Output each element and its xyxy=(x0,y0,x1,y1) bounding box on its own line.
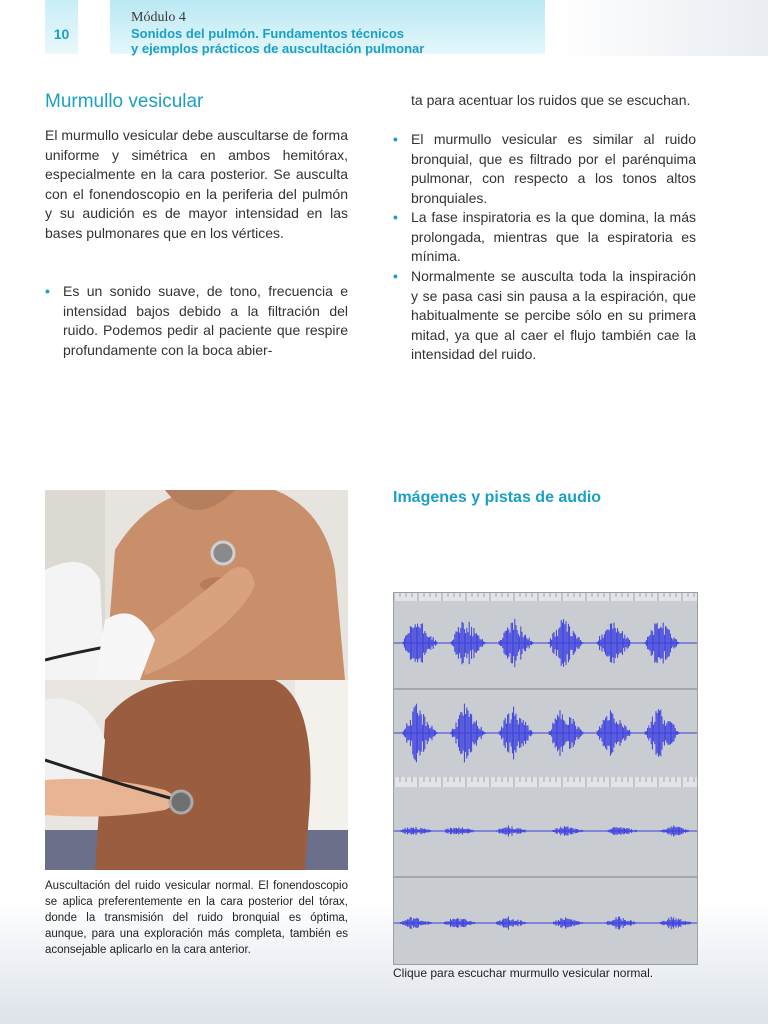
bullet-text: Normalmente se ausculta toda la inspiración y se pasa casi sin pausa a la espiración, que habitualmente se percibe sólo en su primera mitad, ya que al caer el flujo también cae la intensidad del ruido. xyxy=(411,268,696,362)
bullet-item xyxy=(45,282,348,360)
chest-auscultation-photo xyxy=(45,490,348,680)
bullet-dot-icon: • xyxy=(393,131,398,147)
bullet-text: El murmullo vesicular es similar al ruido bronquial, que es filtrado por el parénquima pulmonar, con respecto a los tonos altos bronquiales. xyxy=(411,131,696,206)
chest-photo-illustration xyxy=(45,490,348,680)
bullet-dot-icon: • xyxy=(393,209,398,225)
audio-caption-link[interactable]: Clique para escuchar murmullo vesicular normal. xyxy=(393,966,654,980)
bullet-item-continuation xyxy=(411,91,696,111)
bullet-item xyxy=(393,267,696,365)
intro-paragraph: El murmullo vesicular debe auscultarse de forma uniforme y simétrica en ambos hemitórax, especialmente en la cara posterior. Se ausculta con el fonendoscopio en la periferia del pulmón y su audición es de mayor intensidad en las bases pulmonares que en los vértices. xyxy=(45,127,348,241)
photo-caption: Auscultación del ruido vesicular normal. El fonendoscopio se aplica preferentemente en la cara posterior del tórax, donde la transmisión del ruido bronquial es óptima, aunque, para una exploración más completa, también es aconsejable aplicarlo en la cara anterior. xyxy=(45,880,348,956)
module-subtitle xyxy=(131,26,424,56)
page-number: 10 xyxy=(53,26,70,42)
bullet-text: Es un sonido suave, de tono, frecuencia e intensidad bajos debido a la filtración del ruido. Podemos pedir al paciente que respire profundamente con la boca abier- xyxy=(63,283,348,358)
bullet-item xyxy=(393,130,696,208)
section-title: Murmullo vesicular xyxy=(45,91,204,112)
audio-waveform[interactable] xyxy=(394,593,697,964)
bullet-dot-icon: • xyxy=(45,283,50,299)
audio-waveform-player[interactable] xyxy=(393,592,698,965)
bullet-text: ta para acentuar los ruidos que se escuchan. xyxy=(411,92,691,108)
back-auscultation-photo xyxy=(45,680,348,870)
timeline-ruler xyxy=(394,593,697,601)
module-subtitle-line2: y ejemplos prácticos de auscultación pulmonar xyxy=(131,41,425,56)
media-title: Imágenes y pistas de audio xyxy=(393,489,602,506)
module-label: Módulo 4 xyxy=(131,10,186,25)
back-photo-illustration xyxy=(45,680,348,870)
bullet-dot-icon: • xyxy=(393,268,398,284)
timeline-ruler xyxy=(394,777,697,787)
module-subtitle-line1: Sonidos del pulmón. Fundamentos técnicos xyxy=(131,26,405,41)
bullet-text: La fase inspiratoria es la que domina, la más prolongada, mientras que la espiratoria es mínima. xyxy=(411,209,696,264)
bullet-item xyxy=(393,208,696,267)
